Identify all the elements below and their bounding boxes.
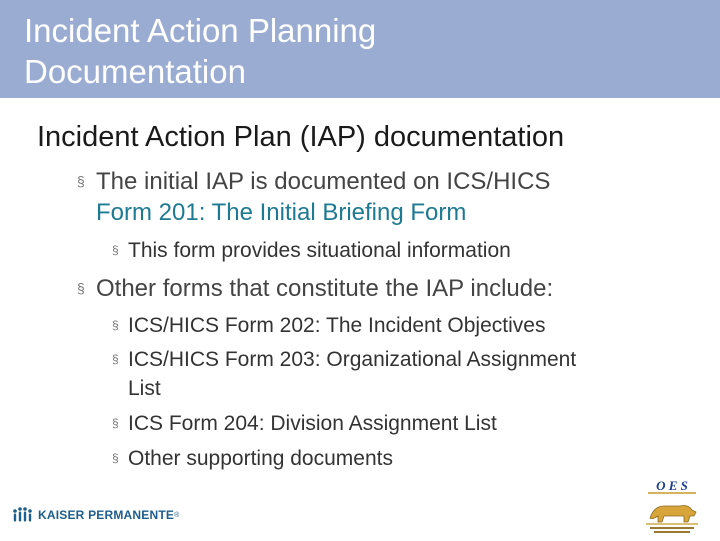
- sub-bullet-marker: §: [112, 318, 119, 332]
- sub-bullet-2-2-text-cont: List: [128, 377, 161, 400]
- sub-bullet-1-1-text: This form provides situational information: [128, 239, 511, 262]
- sub-bullet-2-1: [112, 311, 672, 340]
- sub-bullet-2-3-text: ICS Form 204: Division Assignment List: [128, 412, 497, 435]
- bullet-marker: §: [77, 280, 85, 296]
- bullet-marker: §: [77, 173, 85, 189]
- oes-bear-emblem-icon: [640, 476, 704, 536]
- sub-bullet-2-2-text: ICS/HICS Form 203: Organizational Assignment: [128, 348, 577, 371]
- sub-bullet-marker: §: [112, 416, 119, 430]
- sub-bullet-2-2: [112, 345, 672, 403]
- bullet-1-text: The initial IAP is documented on ICS/HICS: [96, 168, 551, 195]
- sub-bullet-1-1: [112, 236, 672, 265]
- slide-title-line-2: Documentation: [24, 53, 246, 90]
- section-heading: Incident Action Plan (IAP) documentation: [37, 121, 565, 153]
- bullet-item-1: [77, 166, 657, 228]
- slide-title: [24, 10, 376, 92]
- kaiser-permanente-logo: [12, 504, 179, 526]
- svg-text:O E S: O E S: [656, 478, 688, 493]
- registered-mark: ®: [174, 511, 180, 519]
- oes-logo: [640, 476, 704, 536]
- bullet-1-text-highlight: Form 201: The Initial Briefing Form: [96, 199, 467, 226]
- sub-bullet-2-4-text: Other supporting documents: [128, 447, 393, 470]
- kaiser-permanente-name: KAISER PERMANENTE: [38, 508, 175, 522]
- sub-bullet-2-1-text: ICS/HICS Form 202: The Incident Objectives: [128, 314, 546, 337]
- sub-bullet-marker: §: [112, 451, 119, 465]
- title-bar: [0, 0, 720, 98]
- sub-bullet-2-3: [112, 409, 672, 438]
- bullet-2-text: Other forms that constitute the IAP include:: [96, 275, 554, 302]
- sub-bullet-marker: §: [112, 243, 119, 257]
- sub-bullet-2-4: [112, 444, 672, 473]
- sub-bullet-marker: §: [112, 352, 119, 366]
- slide-title-line-1: Incident Action Planning: [24, 12, 377, 49]
- kaiser-permanente-symbol-icon: [12, 505, 34, 525]
- bullet-item-2: [77, 273, 657, 304]
